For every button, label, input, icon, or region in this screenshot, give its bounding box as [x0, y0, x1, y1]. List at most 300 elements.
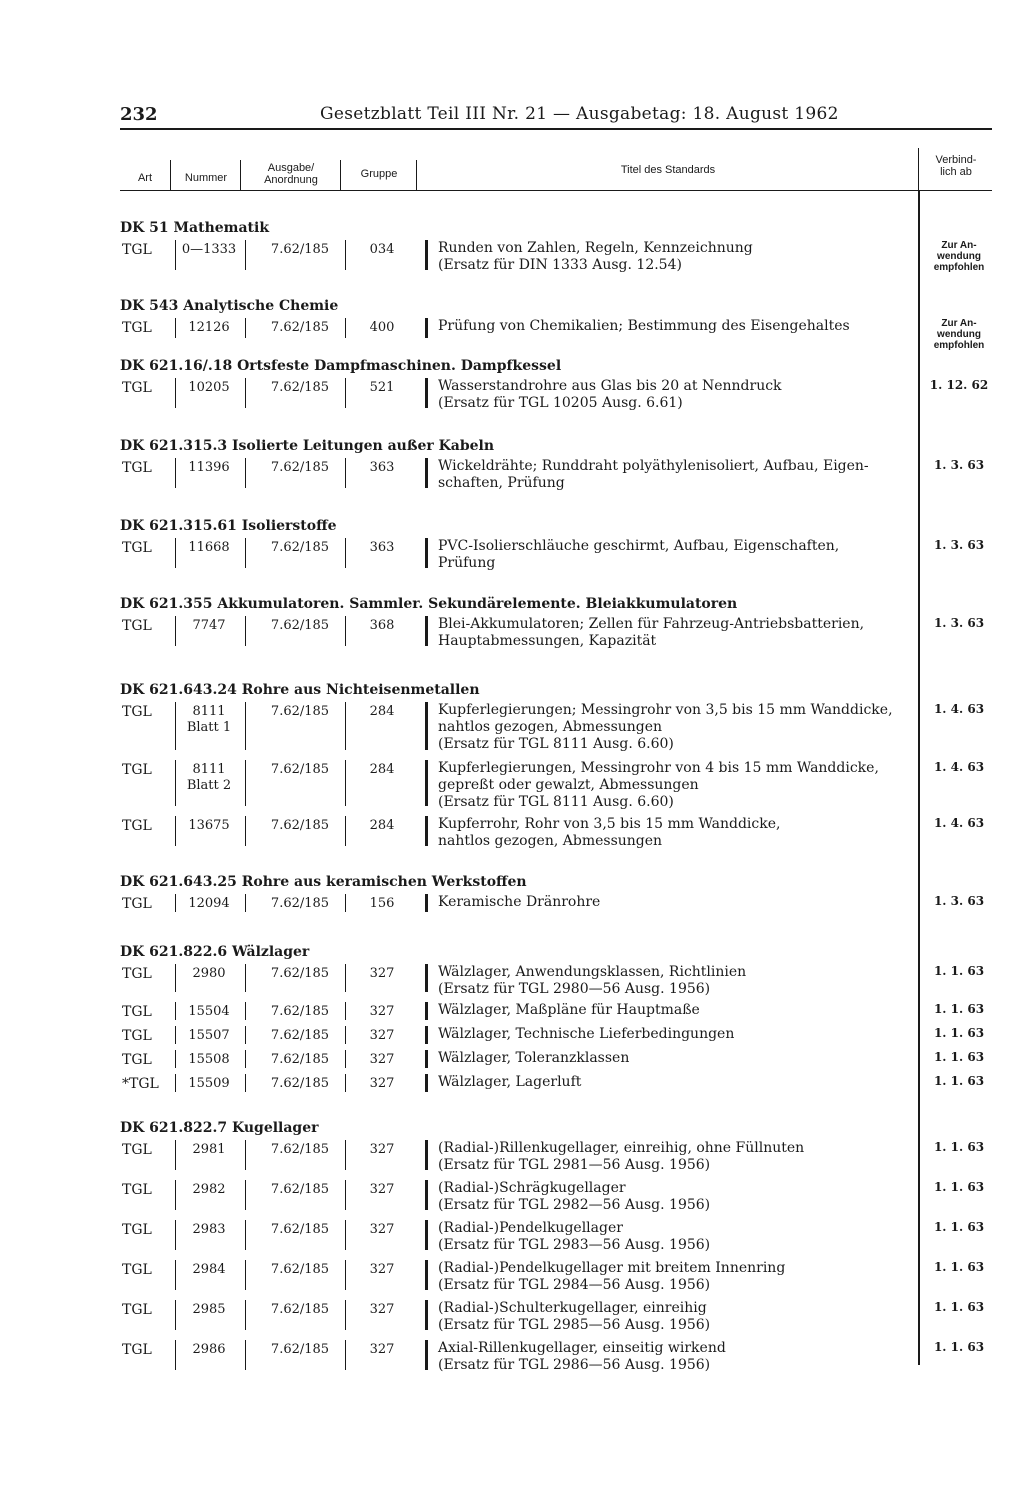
col-divider	[170, 160, 171, 190]
row-verbindlich-line: Zur An-	[941, 240, 977, 251]
col-rule	[345, 760, 346, 806]
row-gruppe: 327	[369, 1222, 395, 1237]
col-rule	[175, 318, 176, 338]
col-art: Art	[137, 172, 153, 184]
row-nummer-value: 8111	[192, 704, 226, 719]
row-titel	[438, 760, 920, 811]
col-titel: Titel des Standards	[620, 164, 716, 176]
row-ausgabe: 7.62/185	[270, 460, 330, 475]
col-rule	[245, 1026, 246, 1044]
section-title: DK 621.822.7 Kugellager	[120, 1120, 319, 1136]
row-ausgabe: 7.62/185	[270, 762, 330, 777]
row-ausgabe: 7.62/185	[270, 1028, 330, 1043]
col-rule	[425, 1220, 428, 1250]
row-titel-line: (Ersatz für TGL 8111 Ausg. 6.60)	[438, 736, 674, 752]
col-rule	[245, 816, 246, 846]
col-rule	[245, 1050, 246, 1068]
row-verbindlich	[926, 1180, 992, 1194]
table-row	[120, 376, 992, 416]
row-nummer	[172, 1342, 246, 1358]
col-rule	[175, 816, 176, 846]
col-nummer: Nummer	[184, 172, 228, 184]
row-nummer	[172, 704, 246, 736]
row-ausgabe: 7.62/185	[270, 320, 330, 335]
row-gruppe: 284	[369, 818, 395, 833]
row-verbindlich	[926, 702, 992, 716]
row-gruppe: 327	[369, 1052, 395, 1067]
col-rule	[175, 964, 176, 992]
row-gruppe: 034	[369, 242, 395, 257]
section-title: DK 621.643.25 Rohre aus keramischen Werkstoffen	[120, 874, 527, 890]
row-nummer	[172, 966, 246, 982]
row-nummer	[172, 1028, 246, 1044]
col-rule	[425, 1180, 428, 1210]
row-verbindlich	[926, 1002, 992, 1016]
row-gruppe: 327	[369, 966, 395, 981]
row-art: TGL	[122, 242, 152, 258]
row-nummer	[172, 1302, 246, 1318]
standards-section	[120, 356, 992, 416]
row-titel-line: (Ersatz für TGL 10205 Ausg. 6.61)	[438, 395, 683, 411]
col-rule	[345, 1340, 346, 1370]
row-art: TGL	[122, 618, 152, 634]
row-nummer	[172, 460, 246, 476]
col-rule	[175, 1260, 176, 1290]
row-titel-line: (Radial-)Rillenkugellager, einreihig, ohne Füllnuten	[438, 1140, 805, 1156]
row-verbindlich-line: 1. 3. 63	[933, 538, 985, 552]
row-nummer	[172, 762, 246, 794]
row-gruppe: 327	[369, 1004, 395, 1019]
col-rule	[425, 1050, 428, 1068]
row-titel	[438, 1074, 920, 1091]
row-titel	[438, 964, 920, 998]
row-ausgabe: 7.62/185	[270, 818, 330, 833]
row-nummer-value: 11668	[188, 540, 230, 555]
row-titel-line: Wälzlager, Technische Lieferbedingungen	[438, 1026, 735, 1042]
col-rule	[345, 702, 346, 750]
col-ausgabe	[242, 162, 340, 186]
row-titel-line: PVC-Isolierschläuche geschirmt, Aufbau, Eigenschaften,	[438, 538, 840, 554]
col-rule	[425, 1002, 428, 1020]
row-art: *TGL	[122, 1076, 159, 1092]
col-rule	[245, 894, 246, 912]
row-titel-line: Wälzlager, Lagerluft	[438, 1074, 582, 1090]
row-verbindlich-line: empfohlen	[933, 340, 985, 351]
col-rule	[345, 458, 346, 488]
row-art: TGL	[122, 704, 152, 720]
row-verbindlich-line: 1. 1. 63	[933, 1260, 985, 1274]
section-title: DK 51 Mathematik	[120, 220, 270, 236]
row-nummer	[172, 896, 246, 912]
row-art: TGL	[122, 1004, 152, 1020]
row-titel-line: (Ersatz für TGL 2986—56 Ausg. 1956)	[438, 1357, 711, 1373]
col-rule	[175, 760, 176, 806]
section-title: DK 621.355 Akkumulatoren. Sammler. Sekundärelemente. Bleiakkumulatoren	[120, 596, 738, 612]
row-titel	[438, 616, 920, 650]
row-gruppe: 400	[369, 320, 395, 335]
row-nummer-value: 2983	[192, 1222, 226, 1237]
row-verbindlich	[926, 1220, 992, 1234]
col-rule	[345, 1002, 346, 1020]
row-verbindlich	[926, 318, 992, 351]
row-titel-line: Runden von Zahlen, Regeln, Kennzeichnung	[438, 240, 753, 256]
row-verbindlich	[926, 1026, 992, 1040]
col-rule	[245, 458, 246, 488]
col-rule	[345, 1026, 346, 1044]
row-gruppe: 284	[369, 762, 395, 777]
col-rule	[425, 1300, 428, 1330]
standards-section	[120, 594, 992, 654]
col-rule	[245, 1140, 246, 1170]
row-art: TGL	[122, 818, 152, 834]
row-titel	[438, 538, 920, 572]
row-verbindlich-line: 1. 4. 63	[933, 816, 985, 830]
table-header	[120, 148, 992, 191]
row-gruppe: 327	[369, 1342, 395, 1357]
section-title: DK 621.16/.18 Ortsfeste Dampfmaschinen. Dampfkessel	[120, 358, 562, 374]
col-rule	[345, 240, 346, 270]
col-divider	[340, 160, 341, 190]
col-rule	[345, 1300, 346, 1330]
row-verbindlich	[926, 378, 992, 392]
col-rule	[175, 1340, 176, 1370]
row-titel	[438, 1050, 920, 1067]
row-titel-line: Keramische Dränrohre	[438, 894, 601, 910]
row-art: TGL	[122, 1142, 152, 1158]
row-verbindlich	[926, 1050, 992, 1064]
row-verbindlich-line: empfohlen	[933, 262, 985, 273]
row-gruppe: 363	[369, 540, 395, 555]
section-title: DK 543 Analytische Chemie	[120, 298, 339, 314]
row-verbindlich-line: 1. 4. 63	[933, 702, 985, 716]
row-verbindlich-line: 1. 1. 63	[933, 1300, 985, 1314]
standards-section	[120, 942, 992, 1096]
row-ausgabe: 7.62/185	[270, 1052, 330, 1067]
row-titel	[438, 378, 920, 412]
row-art: TGL	[122, 762, 152, 778]
row-titel	[438, 1260, 920, 1294]
row-gruppe: 327	[369, 1302, 395, 1317]
col-divider	[918, 148, 919, 190]
col-rule	[425, 616, 428, 646]
col-rule	[245, 1220, 246, 1250]
row-art: TGL	[122, 1342, 152, 1358]
col-rule	[425, 1026, 428, 1044]
col-gruppe: Gruppe	[360, 168, 398, 180]
row-ausgabe: 7.62/185	[270, 618, 330, 633]
col-rule	[345, 1220, 346, 1250]
col-rule	[425, 1340, 428, 1370]
col-rule	[425, 1140, 428, 1170]
col-rule	[345, 1260, 346, 1290]
row-verbindlich	[926, 1300, 992, 1314]
row-art: TGL	[122, 1182, 152, 1198]
table-row	[120, 1258, 992, 1298]
col-rule	[245, 1260, 246, 1290]
row-verbindlich-line: 1. 1. 63	[933, 1074, 985, 1088]
row-nummer	[172, 320, 246, 336]
row-nummer	[172, 242, 246, 258]
standards-section	[120, 1118, 992, 1378]
row-ausgabe: 7.62/185	[270, 704, 330, 719]
row-verbindlich-line: wendung	[937, 329, 981, 340]
col-rule	[175, 702, 176, 750]
row-gruppe: 284	[369, 704, 395, 719]
table-row	[120, 758, 992, 814]
row-titel	[438, 702, 920, 753]
row-nummer	[172, 1052, 246, 1068]
row-gruppe: 327	[369, 1142, 395, 1157]
table-row	[120, 536, 992, 576]
row-art: TGL	[122, 1262, 152, 1278]
col-rule	[175, 1140, 176, 1170]
col-rule	[425, 964, 428, 992]
row-verbindlich-line: 1. 1. 63	[933, 1002, 985, 1016]
row-gruppe: 327	[369, 1028, 395, 1043]
row-nummer	[172, 380, 246, 396]
row-titel-line: (Ersatz für TGL 2982—56 Ausg. 1956)	[438, 1197, 711, 1213]
table-row	[120, 238, 992, 278]
row-verbindlich-line: 1. 12. 62	[929, 378, 989, 392]
col-verbindlich	[920, 154, 992, 178]
col-rule	[345, 318, 346, 338]
row-nummer-value: 15509	[188, 1076, 230, 1091]
table-row	[120, 1178, 992, 1218]
col-rule	[425, 702, 428, 750]
row-nummer-value: 2985	[192, 1302, 226, 1317]
row-nummer-value: 2982	[192, 1182, 226, 1197]
row-verbindlich-line: 1. 4. 63	[933, 760, 985, 774]
standards-section	[120, 872, 992, 918]
col-rule	[425, 458, 428, 488]
row-art: TGL	[122, 540, 152, 556]
col-rule	[245, 1300, 246, 1330]
row-verbindlich-line: 1. 1. 63	[933, 1180, 985, 1194]
col-rule	[245, 538, 246, 568]
col-rule	[175, 1050, 176, 1068]
table-row	[120, 614, 992, 654]
row-ausgabe: 7.62/185	[270, 1342, 330, 1357]
row-gruppe: 156	[369, 896, 395, 911]
row-art: TGL	[122, 1052, 152, 1068]
col-rule	[425, 760, 428, 806]
row-art: TGL	[122, 1028, 152, 1044]
col-rule	[175, 1180, 176, 1210]
col-rule	[345, 378, 346, 408]
col-rule	[175, 616, 176, 646]
col-rule	[345, 816, 346, 846]
row-titel-line: nahtlos gezogen, Abmessungen	[438, 833, 663, 849]
row-ausgabe: 7.62/185	[270, 1302, 330, 1317]
row-titel	[438, 1180, 920, 1214]
col-rule	[245, 1180, 246, 1210]
row-titel	[438, 240, 920, 274]
row-art: TGL	[122, 966, 152, 982]
col-rule	[245, 760, 246, 806]
row-titel	[438, 1220, 920, 1254]
row-art: TGL	[122, 460, 152, 476]
row-verbindlich	[926, 760, 992, 774]
row-titel-line: (Radial-)Pendelkugellager	[438, 1220, 623, 1236]
col-rule	[345, 538, 346, 568]
row-titel	[438, 458, 920, 492]
col-rule	[175, 894, 176, 912]
row-nummer-value: 0—1333	[181, 242, 237, 257]
col-rule	[425, 1074, 428, 1092]
row-nummer-value: 2986	[192, 1342, 226, 1357]
col-rule	[345, 964, 346, 992]
row-titel-line: Wasserstandrohre aus Glas bis 20 at Nenndruck	[438, 378, 782, 394]
row-titel-line: Kupferlegierungen; Messingrohr von 3,5 bis 15 mm Wanddicke,	[438, 702, 893, 718]
row-nummer-value: 2981	[192, 1142, 226, 1157]
row-titel-line: Wälzlager, Anwendungsklassen, Richtlinien	[438, 964, 747, 980]
row-titel	[438, 1140, 920, 1174]
row-verbindlich	[926, 894, 992, 908]
table-row	[120, 1024, 992, 1048]
row-gruppe: 521	[369, 380, 395, 395]
table-row	[120, 1218, 992, 1258]
row-titel-line: Wickeldrähte; Runddraht polyäthylenisoliert, Aufbau, Eigen-	[438, 458, 869, 474]
col-ausgabe-line1: Ausgabe/	[267, 162, 315, 174]
page-number: 232	[120, 104, 158, 125]
col-rule	[245, 240, 246, 270]
row-nummer-value: 2984	[192, 1262, 226, 1277]
section-title: DK 621.315.3 Isolierte Leitungen außer Kabeln	[120, 438, 495, 454]
col-rule	[175, 1300, 176, 1330]
col-rule	[425, 816, 428, 846]
col-rule	[345, 616, 346, 646]
table-row	[120, 814, 992, 854]
table-row	[120, 1048, 992, 1072]
row-ausgabe: 7.62/185	[270, 380, 330, 395]
row-verbindlich-line: 1. 1. 63	[933, 1220, 985, 1234]
row-nummer	[172, 618, 246, 634]
row-gruppe: 368	[369, 618, 395, 633]
row-verbindlich	[926, 458, 992, 472]
col-rule	[175, 240, 176, 270]
col-rule	[245, 1074, 246, 1092]
table-row	[120, 1138, 992, 1178]
row-nummer-value: 10205	[188, 380, 230, 395]
col-rule	[345, 1074, 346, 1092]
row-nummer-value: 7747	[192, 618, 226, 633]
row-art: TGL	[122, 1222, 152, 1238]
row-titel-line: Prüfung von Chemikalien; Bestimmung des Eisengehaltes	[438, 318, 850, 334]
row-verbindlich	[926, 240, 992, 273]
row-titel-line: (Radial-)Pendelkugellager mit breitem Innenring	[438, 1260, 786, 1276]
section-title: DK 621.822.6 Wälzlager	[120, 944, 310, 960]
row-verbindlich	[926, 538, 992, 552]
standards-section	[120, 296, 992, 351]
col-rule	[245, 318, 246, 338]
col-rule	[245, 702, 246, 750]
row-titel	[438, 318, 920, 335]
row-nummer	[172, 1142, 246, 1158]
row-titel-line: Prüfung	[438, 555, 496, 571]
row-titel-line: (Ersatz für TGL 2984—56 Ausg. 1956)	[438, 1277, 711, 1293]
col-divider	[416, 160, 417, 190]
row-verbindlich	[926, 616, 992, 630]
row-verbindlich-line: Zur An-	[941, 318, 977, 329]
standards-section	[120, 436, 992, 496]
row-verbindlich	[926, 1140, 992, 1154]
col-rule	[175, 1026, 176, 1044]
row-nummer	[172, 1076, 246, 1092]
col-rule	[425, 894, 428, 912]
row-verbindlich-line: 1. 1. 63	[933, 1340, 985, 1354]
row-titel-line: Axial-Rillenkugellager, einseitig wirkend	[438, 1340, 726, 1356]
row-verbindlich-line: 1. 1. 63	[933, 1140, 985, 1154]
row-verbindlich	[926, 1340, 992, 1354]
col-rule	[425, 538, 428, 568]
row-ausgabe: 7.62/185	[270, 1182, 330, 1197]
table-row	[120, 700, 992, 758]
row-nummer	[172, 1004, 246, 1020]
col-rule	[425, 318, 428, 338]
row-titel-line: Wälzlager, Toleranzklassen	[438, 1050, 630, 1066]
standards-section	[120, 516, 992, 576]
table-row	[120, 1072, 992, 1096]
row-nummer-value: 12094	[188, 896, 230, 911]
col-rule	[245, 964, 246, 992]
col-rule	[175, 1002, 176, 1020]
row-titel-line: (Ersatz für TGL 2985—56 Ausg. 1956)	[438, 1317, 711, 1333]
row-titel-line: (Ersatz für DIN 1333 Ausg. 12.54)	[438, 257, 682, 273]
standards-section	[120, 680, 992, 854]
row-titel-line: (Ersatz für TGL 2981—56 Ausg. 1956)	[438, 1157, 711, 1173]
row-nummer-value: 15508	[188, 1052, 230, 1067]
row-ausgabe: 7.62/185	[270, 1142, 330, 1157]
table-row	[120, 1298, 992, 1338]
row-art: TGL	[122, 896, 152, 912]
col-rule	[425, 240, 428, 270]
row-verbindlich-line: 1. 1. 63	[933, 1050, 985, 1064]
col-rule	[175, 458, 176, 488]
row-verbindlich-line: 1. 3. 63	[933, 616, 985, 630]
row-titel-line: Kupferrohr, Rohr von 3,5 bis 15 mm Wanddicke,	[438, 816, 781, 832]
row-nummer	[172, 540, 246, 556]
row-ausgabe: 7.62/185	[270, 1004, 330, 1019]
col-ausgabe-line2: Anordnung	[264, 174, 318, 186]
row-art: TGL	[122, 1302, 152, 1318]
row-nummer	[172, 818, 246, 834]
row-verbindlich	[926, 1260, 992, 1274]
row-nummer	[172, 1182, 246, 1198]
row-blatt: Blatt 2	[186, 778, 232, 793]
row-titel-line: nahtlos gezogen, Abmessungen	[438, 719, 663, 735]
row-blatt: Blatt 1	[186, 720, 232, 735]
row-titel-line: (Ersatz für TGL 2983—56 Ausg. 1956)	[438, 1237, 711, 1253]
row-nummer-value: 8111	[192, 762, 226, 777]
row-verbindlich-line: 1. 1. 63	[933, 1026, 985, 1040]
row-verbindlich-line: 1. 3. 63	[933, 458, 985, 472]
col-rule	[245, 1002, 246, 1020]
row-gruppe: 327	[369, 1182, 395, 1197]
col-rule	[425, 378, 428, 408]
row-nummer-value: 2980	[192, 966, 226, 981]
row-gruppe: 327	[369, 1076, 395, 1091]
col-rule	[245, 616, 246, 646]
row-art: TGL	[122, 320, 152, 336]
row-verbindlich	[926, 964, 992, 978]
row-ausgabe: 7.62/185	[270, 1076, 330, 1091]
row-titel-line: Kupferlegierungen, Messingrohr von 4 bis 15 mm Wanddicke,	[438, 760, 879, 776]
row-titel	[438, 1300, 920, 1334]
row-verbindlich	[926, 816, 992, 830]
row-ausgabe: 7.62/185	[270, 896, 330, 911]
row-nummer-value: 12126	[188, 320, 230, 335]
col-rule	[245, 378, 246, 408]
